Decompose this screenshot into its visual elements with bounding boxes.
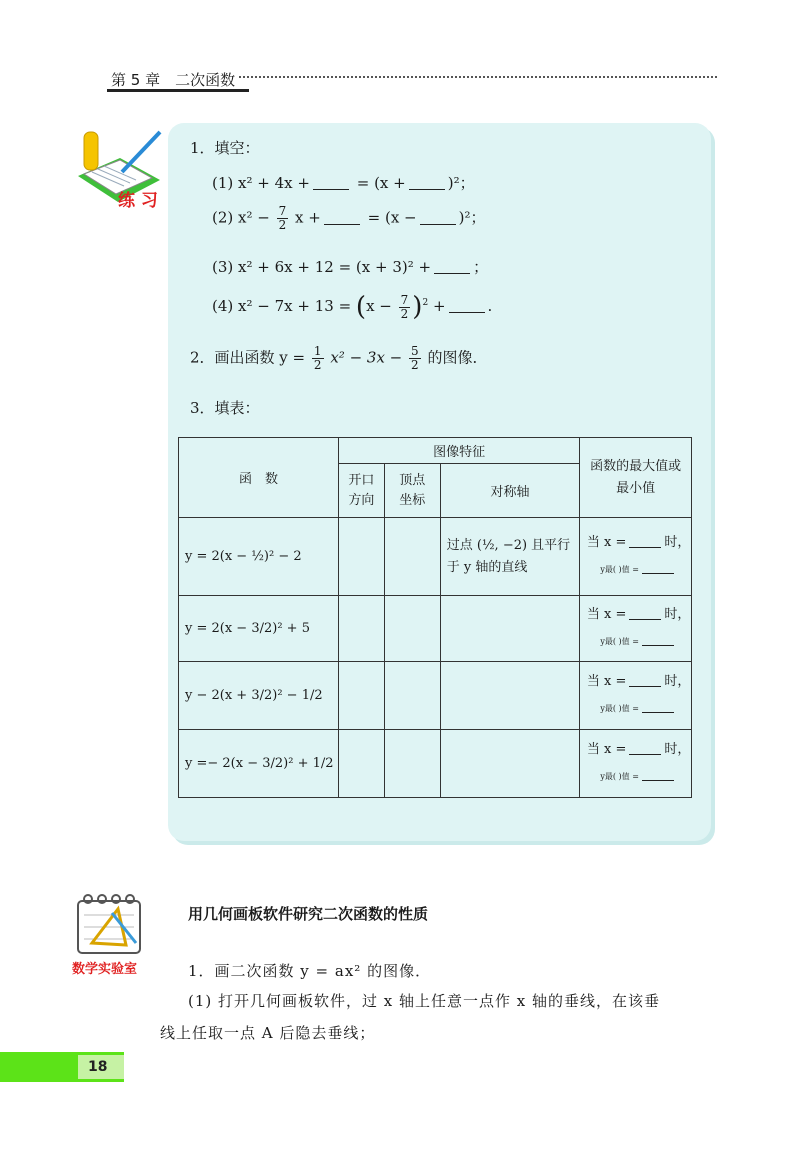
q1-2-post: x +	[295, 208, 321, 227]
row-4-axis[interactable]	[440, 730, 580, 798]
q1-2-mid: = (x −	[367, 208, 417, 227]
q1-4-inner: x −	[366, 297, 392, 315]
q2-fraction-2	[409, 345, 421, 372]
q1-2-frac-num: 7	[278, 204, 287, 218]
minmax-blank-x[interactable]	[629, 534, 661, 548]
minmax-pre: 当 x =	[586, 607, 627, 622]
header-opening: 开口方向	[338, 464, 384, 518]
q1-1-end: )²；	[447, 174, 475, 192]
lab-title: 用几何画板软件研究二次函数的性质	[188, 905, 429, 923]
row-1-axis: 过点 (½, −2) 且平行于 y 轴的直线	[440, 518, 580, 596]
row-1-extreme-line2	[586, 556, 691, 583]
minmax-blank-y[interactable]	[642, 767, 674, 781]
q2-f1-den: 2	[313, 358, 322, 372]
q1-1-mid: = (x +	[356, 174, 406, 192]
minmax-blank-x[interactable]	[629, 606, 661, 620]
q1-4-post: +	[432, 297, 446, 315]
row-1-extreme[interactable]	[580, 518, 692, 596]
lab-paragraph-1: 1．画二次函数 y = ax² 的图像．	[188, 962, 432, 980]
table-row	[179, 730, 692, 798]
q1-2-fraction	[277, 205, 289, 232]
row-1-function: y = 2(x − ½)² − 2	[179, 518, 339, 596]
q1-4-open-paren: (	[355, 292, 367, 322]
minmax-post: 时，	[664, 535, 691, 550]
minmax-pre: 当 x =	[586, 742, 627, 757]
header-function: 函 数	[179, 438, 339, 518]
chapter-title: 第 5 章 二次函数	[107, 68, 249, 92]
q1-3-blank[interactable]	[434, 260, 470, 274]
row-1-extreme-line1	[586, 530, 691, 556]
q1-2-blank-b[interactable]	[420, 211, 456, 225]
minmax-pre: 当 x =	[586, 674, 627, 689]
minmax-blank-y[interactable]	[642, 560, 674, 574]
q2-f2-num: 5	[411, 344, 419, 358]
header-extreme: 函数的最大值或最小值	[580, 438, 692, 518]
header-axis: 对称轴	[440, 464, 580, 518]
fill-table	[178, 437, 692, 798]
row-1-vertex[interactable]	[384, 518, 440, 596]
q1-4-lhs: x² − 7x + 13 =	[238, 297, 352, 315]
table-row	[179, 662, 692, 730]
q1-1	[212, 172, 475, 193]
row-4-extreme[interactable]	[580, 730, 692, 798]
q1-4-frac-den: 2	[400, 306, 409, 321]
q2	[190, 345, 487, 372]
q1-2-pre: x² −	[238, 208, 270, 227]
row-3-extreme[interactable]	[580, 662, 692, 730]
practice-label: 练 习	[118, 191, 158, 211]
lab-paragraph-3: 线上任取一点 A 后隐去垂线；	[160, 1024, 376, 1042]
q1-2-blank-a[interactable]	[324, 211, 360, 225]
q1-3	[212, 256, 488, 277]
table-row	[179, 596, 692, 662]
row-2-extreme[interactable]	[580, 596, 692, 662]
minmax-y-label: y最( )值 =	[600, 704, 639, 713]
q1-4-frac-num: 7	[400, 292, 409, 307]
row-2-extreme-line1	[586, 602, 691, 628]
q1-4-number: (4)	[212, 297, 234, 315]
q1-3-end: ；	[473, 258, 489, 276]
row-3-extreme-line1	[586, 669, 691, 695]
row-2-extreme-line2	[586, 628, 691, 655]
row-2-opening[interactable]	[338, 596, 384, 662]
q1-1-number: (1)	[212, 174, 234, 192]
q1-2-frac-den: 2	[278, 218, 287, 232]
q2-f1-num: 1	[313, 344, 322, 358]
minmax-post: 时，	[664, 607, 691, 622]
q1-4-close-paren: )	[412, 292, 423, 322]
minmax-y-label: y最( )值 =	[600, 565, 639, 574]
q1-2	[212, 205, 485, 232]
q1-2-end: )²；	[458, 208, 486, 227]
q1-3-lhs: x² + 6x + 12 = (x + 3)² +	[238, 258, 432, 276]
minmax-post: 时，	[664, 674, 691, 689]
minmax-blank-x[interactable]	[629, 741, 661, 755]
q1-1-blank-b[interactable]	[409, 176, 445, 190]
row-2-axis[interactable]	[440, 596, 580, 662]
q2-mid: x² − 3x −	[330, 348, 403, 367]
minmax-blank-y[interactable]	[642, 632, 674, 646]
minmax-blank-x[interactable]	[629, 673, 661, 687]
minmax-y-label: y最( )值 =	[600, 772, 639, 781]
q3-title: 3．填表：	[190, 399, 260, 417]
row-4-extreme-line2	[586, 763, 691, 790]
q1-4-fraction	[399, 294, 411, 321]
row-2-vertex[interactable]	[384, 596, 440, 662]
math-lab-label: 数学实验室	[72, 962, 138, 977]
row-3-extreme-line2	[586, 695, 691, 722]
table-row	[179, 518, 692, 596]
math-lab-board-icon	[72, 893, 162, 955]
minmax-blank-y[interactable]	[642, 699, 674, 713]
row-4-opening[interactable]	[338, 730, 384, 798]
row-3-opening[interactable]	[338, 662, 384, 730]
row-1-opening[interactable]	[338, 518, 384, 596]
q1-4-blank[interactable]	[449, 299, 485, 313]
page-number: 18	[78, 1055, 124, 1079]
row-3-axis[interactable]	[440, 662, 580, 730]
q1-1-blank-a[interactable]	[313, 176, 349, 190]
header-features: 图像特征	[338, 438, 579, 464]
row-3-function: y − 2(x + 3/2)² − 1/2	[179, 662, 339, 730]
minmax-post: 时，	[664, 742, 691, 757]
page-header	[107, 62, 717, 96]
q2-fraction-1	[312, 345, 324, 372]
minmax-y-label: y最( )值 =	[600, 637, 639, 646]
q1-4: (4) x² − 7x + 13 = (x − $\frac{7}{2}$ )$^2$ + .	[212, 292, 493, 322]
q1-2-number: (2)	[212, 208, 234, 227]
row-3-vertex[interactable]	[384, 662, 440, 730]
q1-3-number: (3)	[212, 258, 234, 276]
q1-4-end: .	[487, 297, 493, 315]
row-2-function: y = 2(x − 3/2)² + 5	[179, 596, 339, 662]
row-4-extreme-line1	[586, 737, 691, 763]
row-4-function: y =− 2(x − 3/2)² + 1/2	[179, 730, 339, 798]
q2-f2-den: 2	[411, 358, 419, 372]
header-dotted-rule	[239, 76, 717, 78]
q2-post: 的图像．	[427, 348, 488, 367]
minmax-pre: 当 x =	[586, 535, 627, 550]
lab-paragraph-2: (1) 打开几何画板软件，过 x 轴上任意一点作 x 轴的垂线，在该垂	[188, 992, 661, 1010]
q2-pre: 2．画出函数 y =	[190, 348, 306, 367]
q1-1-lhs: x² + 4x +	[238, 174, 310, 192]
q1-title: 1．填空：	[190, 139, 260, 157]
header-vertex: 顶点坐标	[384, 464, 440, 518]
row-4-vertex[interactable]	[384, 730, 440, 798]
